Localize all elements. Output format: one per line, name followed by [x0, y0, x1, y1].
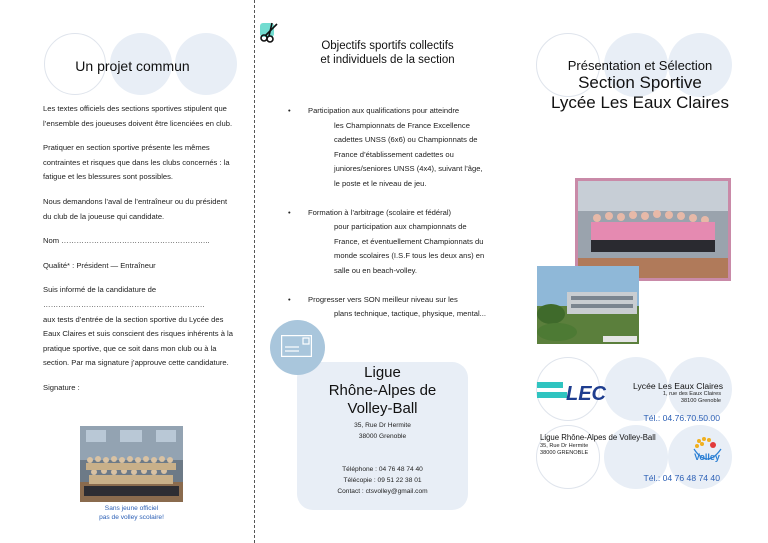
school-phone: Tél.: 04.76.70.50.00 [643, 413, 720, 423]
list-item [284, 293, 489, 322]
left-panel-title: Un projet commun [75, 58, 190, 74]
envelope-icon [281, 335, 312, 357]
address-line: 38100 Grenoble [680, 398, 721, 404]
lec-logo [537, 372, 619, 410]
cover-subtitle: Présentation et Sélection [567, 58, 713, 73]
signature-label: Signature : [43, 382, 80, 392]
school-name: Lycée Les Eaux Claires [633, 381, 723, 391]
bullet: • [288, 207, 291, 217]
caption-line: Sans jeune officiel [104, 505, 159, 512]
cut-line [254, 0, 255, 543]
ligue-address-short [540, 443, 660, 456]
ligue-title-line: Rhône-Alpes de [328, 382, 437, 399]
address-line: 38000 GRENOBLE [540, 449, 589, 456]
objectives-title-line: Objectifs sportifs collectifs [321, 40, 454, 52]
objectives-title [290, 39, 485, 67]
bullet: • [288, 106, 291, 115]
paragraph-approval: Nous demandons l’aval de l’entraîneur ou du président du club de la joueuse qui candidate. [43, 196, 228, 221]
informed-line: Suis informé de la candidature de [43, 285, 157, 295]
group-photo [80, 426, 183, 502]
address-line: 35, Rue Dr Hermite [540, 443, 589, 449]
ligue-title-line: Volley-Ball [347, 400, 418, 417]
objectives-list [284, 104, 489, 336]
ligue-address [297, 420, 468, 442]
school-address [620, 391, 721, 405]
list-item [284, 206, 489, 279]
list-item-first-line: Progresser vers SON meilleur niveau sur les [308, 294, 458, 304]
email-line: Contact : ctsvolley@gmail.com [337, 488, 428, 495]
address-line: 38000 Grenoble [358, 433, 407, 440]
objectives-title-line: et individuels de la section [320, 54, 455, 66]
group-photo-caption [70, 504, 193, 522]
list-item-first-line: Formation à l’arbitrage (scolaire et fédéral) [308, 207, 452, 217]
cover-title-line: Section Sportive [578, 73, 702, 92]
phone-line: Téléphone : 04 76 48 74 40 [342, 466, 423, 473]
fax-line: Télécopie : 09 51 22 38 01 [343, 477, 422, 484]
scissors-icon [257, 20, 281, 44]
list-item [284, 104, 489, 192]
ligue-title-line: Ligue [364, 364, 401, 381]
lec-logo-text: LEC [566, 383, 606, 405]
caption-line: pas de volley scolaire! [99, 514, 164, 521]
ligue-title [297, 364, 468, 418]
qualite-field-line: Qualité* : Président — Entraîneur [43, 260, 156, 270]
ligue-name: Ligue Rhône-Alpes de Volley-Ball [540, 433, 656, 442]
paragraph-risks: Pratiquer en section sportive présente les mêmes contraintes et risques que dans les clubs concernés : la fatigue et les blessures sont possibles. [43, 143, 230, 182]
cover-title-line: Lycée Les Eaux Claires [551, 93, 729, 112]
candidate-dots-line: ………………………………………………………. [43, 299, 205, 309]
volley-logo [691, 435, 723, 469]
list-item-rest: les Championnats de France Excellence cadettes UNSS (6x6) ou Championnats de France d’établissement cadettes ou juniores/seniores UNSS (4x4), suivant l’âge, le poste et le niveau de jeu. [334, 120, 483, 188]
bullet: • [288, 294, 291, 304]
list-item-rest: plans technique, tactique, physique, mental... [334, 309, 486, 319]
list-item-first-line: Participation aux qualifications pour atteindre [308, 106, 460, 115]
volley-logo-text: Volley [694, 452, 720, 462]
name-field-line: Nom ………………………………………………….. [43, 236, 210, 246]
school-photo [537, 266, 639, 344]
ligue-contact-details [297, 464, 468, 497]
paragraph-consent: aux tests d’entrée de la section sportive du Lycée des Eaux Claires et suis conscient des risques inhérents à la pratique sportive, que ce soit dans mon club ou à la section. Par ma signature j’approuve cette candidature. [43, 314, 233, 368]
ligue-phone: Tél.: 04 76 48 74 40 [643, 473, 720, 483]
cover-title [530, 73, 750, 113]
left-panel-body [43, 102, 233, 406]
address-line: 35, Rue Dr Hermite [354, 422, 411, 429]
paragraph-licences: Les textes officiels des sections sportives stipulent que l’ensemble des joueuses doivent être licenciées en club. [43, 104, 233, 128]
address-line: 1, rue des Eaux Claires [662, 391, 721, 397]
list-item-rest: pour participation aux championnats de France, et éventuellement Championnats du monde scolaires (I.S.F tous les deux ans) en salle ou en beach-volley. [334, 222, 485, 275]
